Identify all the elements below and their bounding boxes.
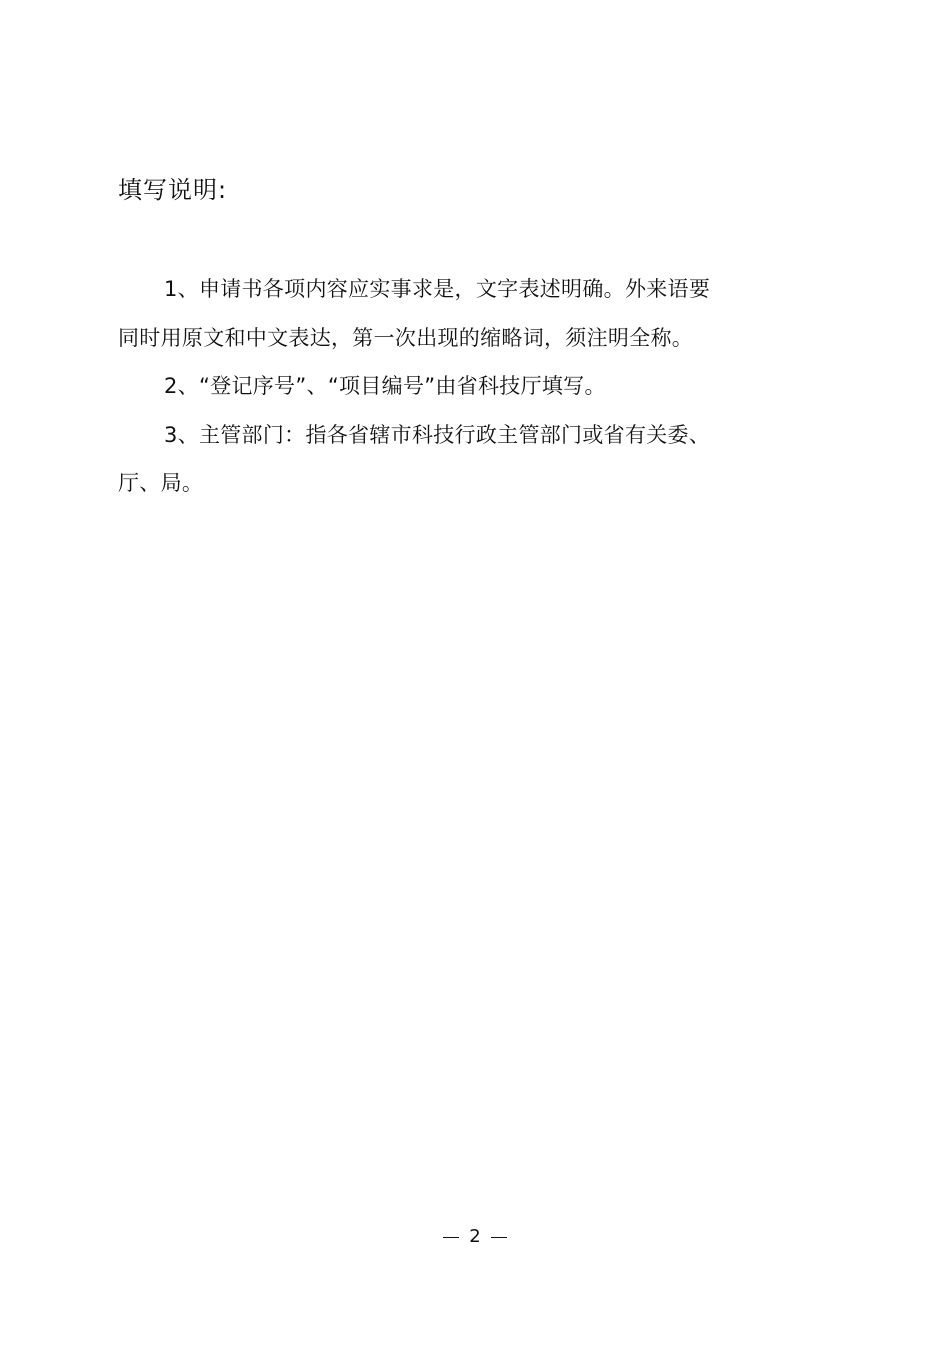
instruction-item-1-line-1: 1、申请书各项内容应实事求是，文字表述明确。外来语要 bbox=[164, 277, 711, 301]
page-number-left-dash bbox=[443, 1237, 459, 1238]
instruction-item-2: 2、“登记序号”、“项目编号”由省科技厅填写。 bbox=[164, 374, 606, 398]
page-footer bbox=[0, 1224, 950, 1250]
page-number: 2 bbox=[469, 1226, 481, 1247]
instructions-heading: 填写说明: bbox=[118, 176, 228, 204]
instruction-item-3-line-1: 3、主管部门：指各省辖市科技行政主管部门或省有关委、 bbox=[164, 423, 711, 447]
instruction-item-1-line-2: 同时用原文和中文表达，第一次出现的缩略词，须注明全称。 bbox=[118, 326, 694, 350]
page-number-right-dash bbox=[491, 1237, 507, 1238]
instruction-item-3-line-2: 厅、局。 bbox=[118, 471, 204, 495]
